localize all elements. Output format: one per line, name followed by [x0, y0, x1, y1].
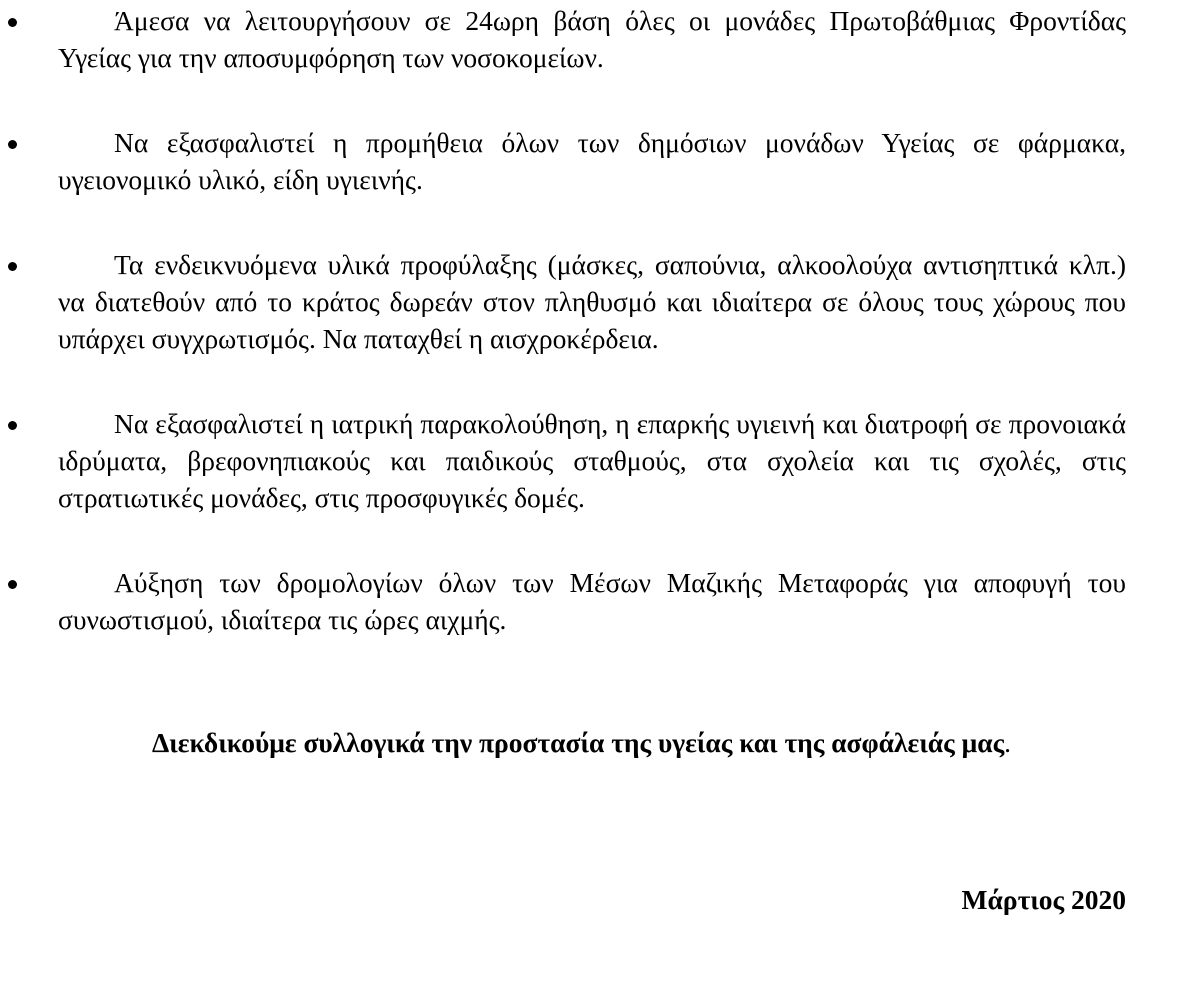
- demand-text: Τα ενδεικνυόμενα υλικά προφύλαξης (μάσκες, σαπούνια, αλκοολούχα αντισηπτικά κλπ.) να διατεθούν από το κράτος δωρεάν στον πληθυσμό και ιδιαίτερα σε όλους τους χώρους που υπάρχει συγχρωτισμός. Να παταχθεί η αισχροκέρδεια.: [58, 249, 1126, 354]
- list-item: [0, 405, 1200, 516]
- document-date: Μάρτιος 2020: [961, 884, 1126, 915]
- closing-statement: [0, 724, 1163, 761]
- list-item: [0, 564, 1200, 638]
- list-item: [0, 2, 1200, 76]
- bullet-icon: [8, 18, 17, 27]
- demand-text: Να εξασφαλιστεί η ιατρική παρακολούθηση, η επαρκής υγιεινή και διατροφή σε προνοιακά ιδρύματα, βρεφονηπιακούς και παιδικούς σταθμούς, στα σχολεία και τις σχολές, στις στρατιωτικές μονάδες, στις προσφυγικές δομές.: [58, 408, 1126, 513]
- bullet-icon: [8, 140, 17, 149]
- closing-bold-text: Διεκδικούμε συλλογικά την προστασία της υγείας και της ασφάλειάς μας: [151, 727, 1005, 758]
- demands-list: [0, 2, 1200, 686]
- bullet-icon: [8, 262, 17, 271]
- closing-punctuation: .: [1004, 727, 1012, 758]
- bullet-icon: [8, 421, 17, 430]
- demand-text: Άμεσα να λειτουργήσουν σε 24ωρη βάση όλες οι μονάδες Πρωτοβάθμιας Φροντίδας Υγείας για την αποσυμφόρηση των νοσοκομείων.: [58, 5, 1126, 73]
- demand-text: Να εξασφαλιστεί η προμήθεια όλων των δημόσιων μονάδων Υγείας σε φάρμακα, υγειονομικό υλικό, είδη υγιεινής.: [58, 127, 1126, 195]
- list-item: [0, 246, 1200, 357]
- demand-text: Αύξηση των δρομολογίων όλων των Μέσων Μαζικής Μεταφοράς για αποφυγή του συνωστισμού, ιδιαίτερα τις ώρες αιχμής.: [58, 567, 1126, 635]
- bullet-icon: [8, 580, 17, 589]
- list-item: [0, 124, 1200, 198]
